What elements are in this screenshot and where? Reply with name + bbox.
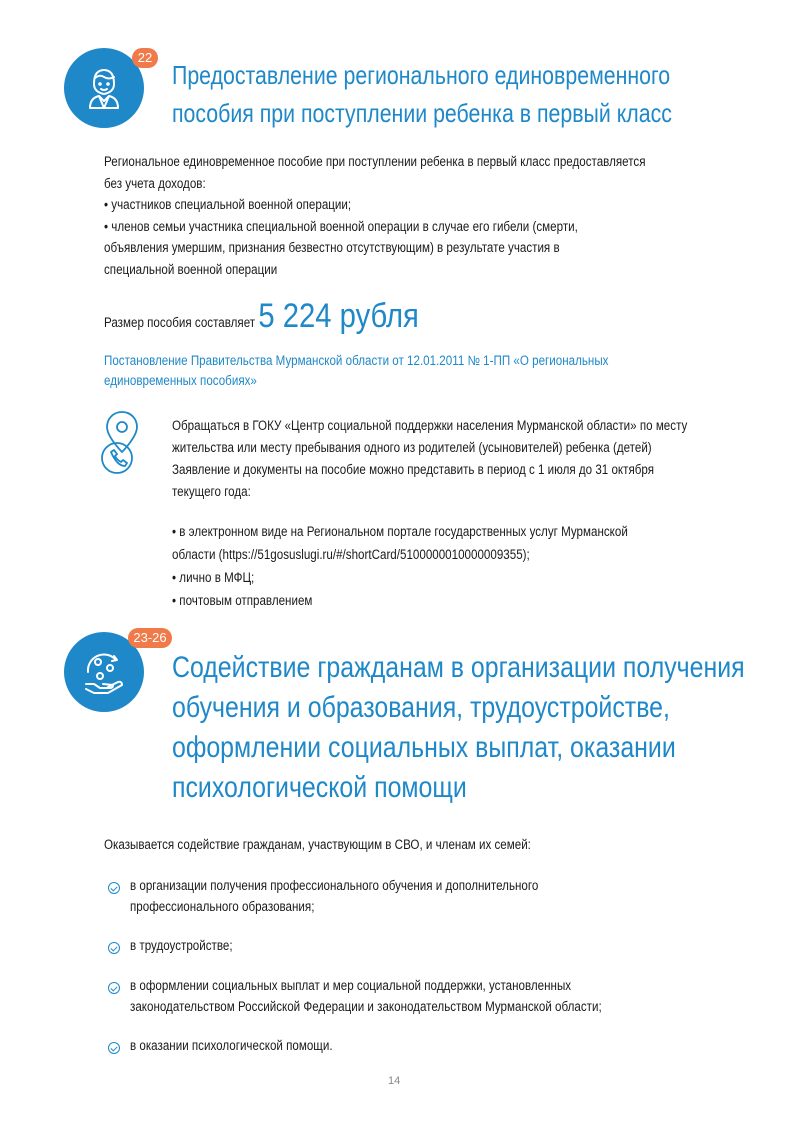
section-title <box>172 648 745 808</box>
check-circle-icon <box>108 882 120 894</box>
amount-label: Размер пособия составляет <box>104 315 256 330</box>
section-number-badge: 22 <box>132 48 158 68</box>
page-number: 14 <box>388 1075 401 1087</box>
contact-paragraph: Обращаться в ГОКУ «Центр социальной поддержки населения Мурманской области» по месту жительства или месту пребывания одного из родителей (усыновителей) ребенка (детей) Заявление и документы на пособие можно представить в период с 1 июля до 31 октября текущего года: <box>172 418 688 499</box>
check-circle-icon <box>108 982 120 994</box>
section-title <box>172 56 672 132</box>
intro-paragraph: Региональное единовременное пособие при поступлении ребенка в первый класс предоставляется без учета доходов: • участников специальной военной операции; • членов семьи участника специальной военной операции в случае его гибели (смерти, объявления умершим, признания безвестно отсутствующим) в результате участия в специальной военной операции <box>104 151 645 280</box>
title-line: психологической помощи <box>172 771 467 804</box>
method-item: • в электронном виде на Региональном портале государственных услуг Мурманской области (https://51gosuslugi.ru/#/shortCard/5100000010000009355); <box>172 520 628 566</box>
method-item: • почтовым отправлением <box>172 593 313 608</box>
title-line: Содействие гражданам в организации получения <box>172 651 745 684</box>
eligibility-bullet: • участников специальной военной операции; <box>104 197 352 212</box>
check-circle-icon <box>108 1042 120 1054</box>
title-line: Предоставление регионального единовременного <box>172 60 671 90</box>
check-circle-icon <box>108 942 120 954</box>
title-line: пособия при поступлении ребенка в первый класс <box>172 98 672 128</box>
method-item: • лично в МФЦ; <box>172 570 255 585</box>
title-line: оформлении социальных выплат, оказании <box>172 731 676 764</box>
eligibility-bullet: • членов семьи участника специальной военной операции в случае его гибели (смерти, объявления умершим, признания безвестно отсутствующим) в результате участия в специальной военной операции <box>104 218 578 277</box>
amount-value: 5 224 рубля <box>258 297 419 335</box>
assistance-intro: Оказывается содействие гражданам, участвующим в СВО, и членам их семей: <box>104 837 531 852</box>
gosuslugi-link[interactable]: области (https://51gosuslugi.ru/#/shortCard/5100000010000009355); <box>172 547 530 562</box>
location-phone-icon <box>98 410 146 476</box>
section-number-badge: 23-26 <box>128 628 172 648</box>
amount-line <box>104 296 419 343</box>
title-line: обучения и образования, трудоустройстве, <box>172 691 670 724</box>
decree-link[interactable]: Постановление Правительства Мурманской области от 12.01.2011 № 1-ПП «О региональных единовременных пособиях» <box>104 353 609 388</box>
submission-methods-list <box>172 520 628 612</box>
